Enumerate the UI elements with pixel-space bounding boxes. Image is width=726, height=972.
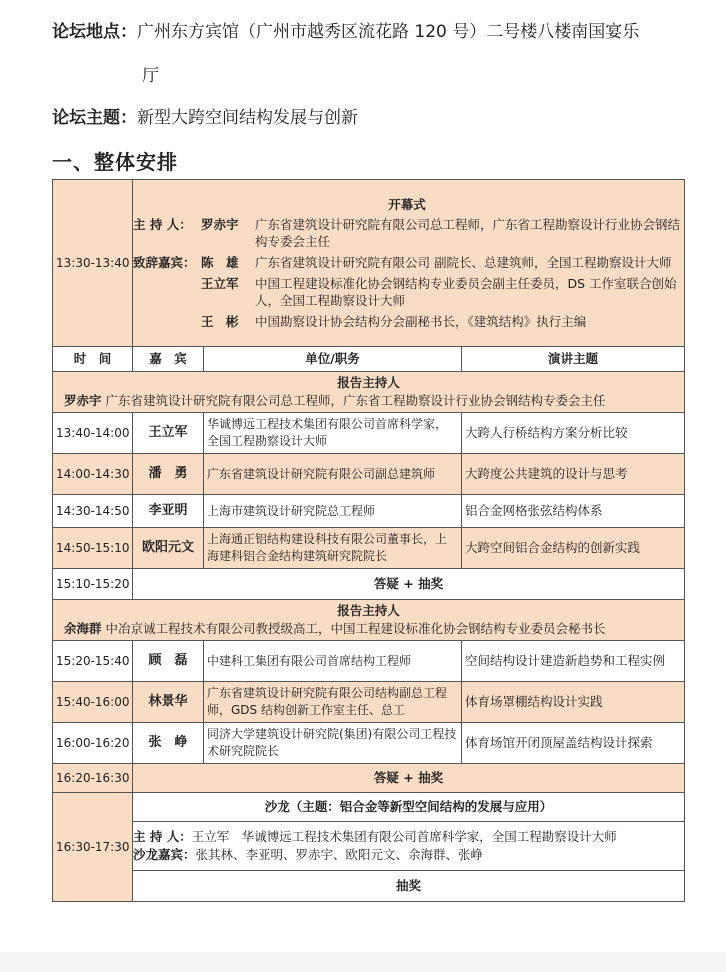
section-title: 一、整体安排 xyxy=(52,150,178,174)
salon-title: 沙龙（主题：铝合金等新型空间结构的发展与应用） xyxy=(133,793,685,822)
opening-name: 王 彬 xyxy=(201,314,239,329)
session2-host-line xyxy=(56,620,681,638)
talk-topic: 大跨空间铝合金结构的创新实践 xyxy=(462,528,685,569)
location-label: 论坛地点： xyxy=(52,22,137,42)
session1-host-title: 报告主持人 xyxy=(337,375,400,390)
header-speaker: 嘉 宾 xyxy=(133,347,204,372)
opening-desc: 广东省建筑设计研究院有限公司 副院长、总建筑师，全国工程勘察设计大师 xyxy=(255,255,672,270)
qa-row xyxy=(53,764,685,793)
theme-label: 论坛主题： xyxy=(52,108,137,128)
salon-guests-line xyxy=(133,846,684,864)
header-time: 时 间 xyxy=(53,347,133,372)
salon-people-row xyxy=(53,822,685,871)
opening-row xyxy=(53,180,685,347)
talk-speaker: 顾 磊 xyxy=(133,641,204,682)
salon-lottery-row xyxy=(53,871,685,902)
opening-desc: 广东省建筑设计研究院有限公司总工程师，广东省工程勘察设计行业协会钢结构专委会主任 xyxy=(255,217,681,249)
opening-title: 开幕式 xyxy=(388,197,426,212)
forum-location-continued: 厅 xyxy=(142,66,159,86)
talk-unit: 上海市建筑设计研究院总工程师 xyxy=(204,495,462,528)
talk-time: 14:50-15:10 xyxy=(53,528,133,569)
talk-topic: 大跨人行桥结构方案分析比较 xyxy=(462,413,685,454)
salon-title-row xyxy=(53,793,685,822)
talk-time: 15:20-15:40 xyxy=(53,641,133,682)
forum-theme xyxy=(52,106,358,130)
talk-unit: 广东省建筑设计研究院有限公司结构副总工程师，GDS 结构创新工作室主任、总工 xyxy=(204,682,462,723)
opening-desc: 中国工程建设标准化协会钢结构专业委员会副主任委员，DS 工作室联合创始人，全国工程勘察设计大师 xyxy=(255,276,677,308)
talk-time: 16:00-16:20 xyxy=(53,723,133,764)
table-row xyxy=(53,723,685,764)
salon-guests-value: 张其林、李亚明、罗赤宇、欧阳元文、余海群、张峥 xyxy=(195,847,484,862)
opening-desc: 中国勘察设计协会结构分会副秘书长，《建筑结构》执行主编 xyxy=(255,314,587,329)
talk-speaker: 李亚明 xyxy=(133,495,204,528)
theme-value: 新型大跨空间结构发展与创新 xyxy=(137,108,358,128)
opening-participants xyxy=(133,216,681,330)
opening-participant xyxy=(133,216,681,254)
forum-location xyxy=(52,20,639,44)
session2-host-row xyxy=(53,600,685,641)
salon-host-value: 王立军 华诚博远工程技术集团有限公司首席科学家，全国工程勘察设计大师 xyxy=(191,829,617,844)
salon-host-label: 主 持 人： xyxy=(133,829,192,844)
talk-time: 14:30-14:50 xyxy=(53,495,133,528)
opening-name: 陈 雄 xyxy=(201,255,239,270)
session2-host xyxy=(53,600,685,641)
schedule-table xyxy=(52,179,685,902)
talk-topic: 铝合金网格张弦结构体系 xyxy=(462,495,685,528)
session1-host-row xyxy=(53,372,685,413)
table-row xyxy=(53,454,685,495)
salon-lottery: 抽奖 xyxy=(133,871,685,902)
opening-participant xyxy=(133,313,681,330)
opening-role xyxy=(133,275,201,313)
salon-people xyxy=(133,822,685,871)
location-value: 广州东方宾馆（广州市越秀区流花路 120 号）二号楼八楼南国宴乐 xyxy=(137,22,640,42)
salon-guests-label: 沙龙嘉宾： xyxy=(133,847,196,862)
table-row xyxy=(53,528,685,569)
opening-participant xyxy=(133,275,681,313)
talk-topic: 空间结构设计建造新趋势和工程实例 xyxy=(462,641,685,682)
session2-host-title: 报告主持人 xyxy=(337,603,400,618)
talk-unit: 同济大学建筑设计研究院(集团)有限公司工程技术研究院院长 xyxy=(204,723,462,764)
header-unit: 单位/职务 xyxy=(204,347,462,372)
qa-label: 答疑 + 抽奖 xyxy=(133,569,685,600)
opening-block xyxy=(133,180,685,347)
talk-unit: 华诚博远工程技术集团有限公司首席科学家，全国工程勘察设计大师 xyxy=(204,413,462,454)
header-topic: 演讲主题 xyxy=(462,347,685,372)
table-header-row xyxy=(53,347,685,372)
qa-time: 15:10-15:20 xyxy=(53,569,133,600)
talk-topic: 体育场馆开闭顶屋盖结构设计探索 xyxy=(462,723,685,764)
talk-time: 15:40-16:00 xyxy=(53,682,133,723)
talk-speaker: 王立军 xyxy=(133,413,204,454)
qa-row xyxy=(53,569,685,600)
session1-host-line xyxy=(56,392,681,410)
session2-host-name: 余海群 xyxy=(64,621,102,636)
talk-unit: 广东省建筑设计研究院有限公司副总建筑师 xyxy=(204,454,462,495)
opening-participant xyxy=(133,254,681,275)
talk-speaker: 林景华 xyxy=(133,682,204,723)
qa-time: 16:20-16:30 xyxy=(53,764,133,793)
opening-name: 王立军 xyxy=(201,276,239,291)
opening-role xyxy=(133,313,201,330)
page-bottom-edge xyxy=(0,952,726,972)
opening-role: 致辞嘉宾： xyxy=(133,255,196,270)
talk-speaker: 潘 勇 xyxy=(133,454,204,495)
opening-role: 主 持 人： xyxy=(133,217,192,232)
session1-host-desc: 广东省建筑设计研究院有限公司总工程师，广东省工程勘察设计行业协会钢结构专委会主任 xyxy=(105,393,606,408)
table-row xyxy=(53,682,685,723)
session2-host-desc: 中冶京诚工程技术有限公司教授级高工，中国工程建设标准化协会钢结构专业委员会秘书长 xyxy=(105,621,606,636)
opening-name: 罗赤宇 xyxy=(201,217,239,232)
table-row xyxy=(53,413,685,454)
talk-unit: 中建科工集团有限公司首席结构工程师 xyxy=(204,641,462,682)
opening-time: 13:30-13:40 xyxy=(53,180,133,347)
talk-unit: 上海通正铝结构建设科技有限公司董事长，上海建科铝合金结构建筑研究院院长 xyxy=(204,528,462,569)
talk-topic: 体育场罩棚结构设计实践 xyxy=(462,682,685,723)
table-row xyxy=(53,495,685,528)
talk-topic: 大跨度公共建筑的设计与思考 xyxy=(462,454,685,495)
session1-host-name: 罗赤宇 xyxy=(64,393,102,408)
talk-speaker: 欧阳元文 xyxy=(133,528,204,569)
table-row xyxy=(53,641,685,682)
salon-time: 16:30-17:30 xyxy=(53,793,133,902)
talk-speaker: 张 峥 xyxy=(133,723,204,764)
talk-time: 14:00-14:30 xyxy=(53,454,133,495)
salon-host-line xyxy=(133,828,684,846)
talk-time: 13:40-14:00 xyxy=(53,413,133,454)
session1-host xyxy=(53,372,685,413)
qa-label: 答疑 + 抽奖 xyxy=(133,764,685,793)
